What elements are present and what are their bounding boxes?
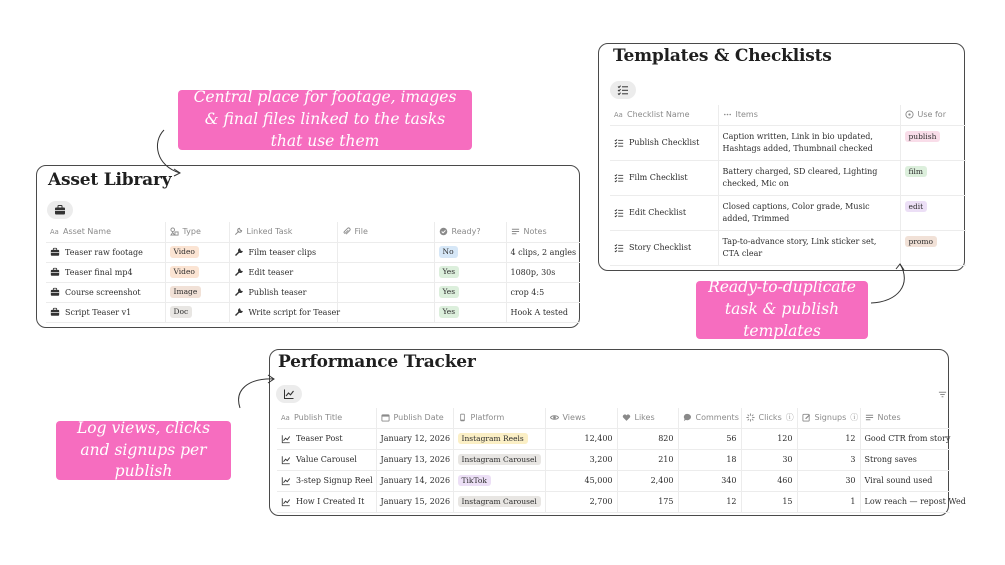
checklist-icon xyxy=(614,243,624,253)
checklist-icon xyxy=(617,84,629,96)
templates-callout: Ready-to-duplicate task & publish templates xyxy=(696,281,868,339)
asset-library-view-button[interactable] xyxy=(47,201,73,219)
linked-task-link: Edit teaser xyxy=(248,267,294,277)
asset-name: Teaser raw footage xyxy=(65,247,143,257)
clicks-cell[interactable]: 120 xyxy=(741,428,797,449)
text-icon xyxy=(50,227,59,236)
performance-title: Performance Tracker xyxy=(278,352,476,372)
asset-name: Teaser final mp4 xyxy=(65,267,133,277)
clicks-cell[interactable]: 30 xyxy=(741,449,797,470)
column-label: Items xyxy=(735,110,758,120)
likes-cell[interactable]: 175 xyxy=(617,491,678,512)
type-cell[interactable] xyxy=(165,242,229,262)
publish-title: Value Carousel xyxy=(296,455,357,464)
signups-cell[interactable]: 12 xyxy=(797,428,860,449)
wrench-icon xyxy=(234,267,244,277)
type-tag: Doc xyxy=(170,306,193,318)
publish-title: Teaser Post xyxy=(296,434,343,443)
heart-icon xyxy=(622,413,631,422)
use-for-tag: publish xyxy=(905,131,941,143)
info-icon: ⓘ xyxy=(785,413,794,423)
column-label: Use for xyxy=(917,110,946,120)
likes-cell[interactable]: 2,400 xyxy=(617,470,678,491)
notes-cell[interactable]: Good CTR from story xyxy=(860,428,950,449)
chart-icon xyxy=(283,388,295,400)
comments-cell[interactable]: 340 xyxy=(678,470,741,491)
ready-tag: No xyxy=(439,246,458,258)
checklist-icon xyxy=(614,208,624,218)
column-label: Signups xyxy=(814,413,847,423)
use-for-cell[interactable] xyxy=(900,125,966,160)
speech-icon xyxy=(683,413,692,422)
checklist-name-cell[interactable] xyxy=(610,195,718,230)
checklist-name-cell[interactable] xyxy=(610,230,718,265)
asset-name: Script Teaser v1 xyxy=(65,307,132,317)
platform-tag: Instagram Carousel xyxy=(458,496,541,508)
notes-cell[interactable]: Low reach — repost Wed xyxy=(860,491,950,512)
platform-cell[interactable] xyxy=(453,428,545,449)
templates-arrow xyxy=(868,260,912,308)
column-header-type[interactable] xyxy=(165,222,229,242)
column-label: Platform xyxy=(470,413,505,423)
svg-text:Aa: Aa xyxy=(50,228,59,237)
briefcase-icon xyxy=(50,267,60,277)
comments-cell[interactable]: 18 xyxy=(678,449,741,470)
column-label: Ready? xyxy=(451,227,481,237)
lines-icon xyxy=(511,227,520,236)
type-tag: Video xyxy=(170,266,199,278)
type-tag: Image xyxy=(170,286,202,298)
eye-icon xyxy=(550,413,559,422)
column-header-checklist-name[interactable] xyxy=(610,105,718,125)
type-tag: Video xyxy=(170,246,199,258)
info-icon: ⓘ xyxy=(850,413,859,423)
edit-icon xyxy=(802,413,811,422)
target-icon xyxy=(905,110,914,119)
checklist-name-cell[interactable] xyxy=(610,125,718,160)
table-row[interactable] xyxy=(277,491,950,512)
assets-arrow xyxy=(150,128,190,178)
column-header-clicks[interactable] xyxy=(741,408,797,428)
spark-icon xyxy=(746,413,755,422)
column-label: Notes xyxy=(523,227,547,237)
file-cell[interactable] xyxy=(337,262,434,282)
column-header-signups[interactable] xyxy=(797,408,860,428)
linked-task-cell[interactable] xyxy=(229,242,337,262)
likes-cell[interactable]: 210 xyxy=(617,449,678,470)
column-label: Clicks xyxy=(758,413,782,423)
chart-icon xyxy=(281,476,291,486)
publish-date-cell[interactable]: January 12, 2026 xyxy=(376,428,453,449)
publish-title: 3-step Signup Reel xyxy=(296,476,373,485)
publish-date-cell[interactable]: January 13, 2026 xyxy=(376,449,453,470)
templates-view-button[interactable] xyxy=(610,81,636,99)
ready-cell[interactable] xyxy=(434,302,506,322)
briefcase-icon xyxy=(50,247,60,257)
signups-cell[interactable]: 1 xyxy=(797,491,860,512)
column-label: Likes xyxy=(634,413,655,423)
views-cell[interactable]: 2,700 xyxy=(545,491,617,512)
column-label: Linked Task xyxy=(246,227,293,237)
briefcase-icon xyxy=(50,287,60,297)
items-cell[interactable]: Closed captions, Color grade, Music added, Trimmed xyxy=(718,195,900,230)
column-header-publish-date[interactable] xyxy=(376,408,453,428)
column-label: Notes xyxy=(877,413,901,423)
notes-cell[interactable]: Hook A tested xyxy=(506,302,580,322)
chart-icon xyxy=(281,434,291,444)
table-row[interactable] xyxy=(610,160,966,195)
asset-library-title: Asset Library xyxy=(48,170,172,190)
linked-task-cell[interactable] xyxy=(229,262,337,282)
performance-panel xyxy=(269,349,966,516)
table-row[interactable] xyxy=(610,230,966,265)
column-header-asset-name[interactable] xyxy=(46,222,165,242)
column-header-views[interactable] xyxy=(545,408,617,428)
svg-text:Aa: Aa xyxy=(281,414,290,423)
svg-text:Aa: Aa xyxy=(614,111,623,120)
checklist-name-cell[interactable] xyxy=(610,160,718,195)
ready-cell[interactable] xyxy=(434,242,506,262)
file-cell[interactable] xyxy=(337,242,434,262)
column-label: Asset Name xyxy=(63,227,112,237)
briefcase-icon xyxy=(50,307,60,317)
use-for-tag: edit xyxy=(905,201,928,213)
platform-cell[interactable] xyxy=(453,491,545,512)
table-row[interactable] xyxy=(46,242,580,262)
views-cell[interactable]: 12,400 xyxy=(545,428,617,449)
linked-task-link: Write script for Teaser xyxy=(248,307,341,317)
filter-icon[interactable] xyxy=(938,390,947,399)
check-circle-icon xyxy=(439,227,448,236)
calendar-icon xyxy=(381,413,390,422)
dots-icon xyxy=(723,110,732,119)
clicks-cell[interactable]: 15 xyxy=(741,491,797,512)
table-row[interactable] xyxy=(46,282,580,302)
column-header-comments[interactable] xyxy=(678,408,741,428)
publish-title: How I Created It xyxy=(296,497,365,506)
notes-cell[interactable]: 1080p, 30s xyxy=(506,262,580,282)
use-for-tag: film xyxy=(905,166,928,178)
column-header-notes[interactable] xyxy=(860,408,950,428)
column-header-file[interactable] xyxy=(337,222,434,242)
checklist-name: Publish Checklist xyxy=(629,138,700,147)
platform-tag: Instagram Carousel xyxy=(458,454,541,466)
linked-task-cell[interactable] xyxy=(229,302,341,322)
asset-name-cell[interactable] xyxy=(46,282,165,302)
asset-name-cell[interactable] xyxy=(46,302,165,322)
publish-title-cell[interactable] xyxy=(277,428,376,449)
column-header-use-for[interactable] xyxy=(900,105,966,125)
ready-cell[interactable] xyxy=(434,282,506,302)
table-row[interactable] xyxy=(46,262,580,282)
performance-table xyxy=(277,408,966,513)
column-label: Type xyxy=(182,227,201,237)
column-label: Views xyxy=(562,413,586,423)
briefcase-icon xyxy=(54,204,66,216)
notes-cell[interactable]: crop 4:5 xyxy=(506,282,580,302)
likes-cell[interactable]: 820 xyxy=(617,428,678,449)
notes-cell[interactable]: Strong saves xyxy=(860,449,950,470)
items-cell[interactable]: Caption written, Link in bio updated, Hashtags added, Thumbnail checked xyxy=(718,125,900,160)
wrench-icon xyxy=(234,287,244,297)
ready-tag: Yes xyxy=(439,266,460,278)
publish-title-cell[interactable] xyxy=(277,491,376,512)
comments-cell[interactable]: 56 xyxy=(678,428,741,449)
table-row[interactable] xyxy=(46,302,580,322)
publish-title-cell[interactable] xyxy=(277,470,376,491)
platform-tag: Instagram Reels xyxy=(458,433,528,445)
use-for-cell[interactable] xyxy=(900,160,966,195)
wrench-icon xyxy=(234,227,243,236)
table-row[interactable] xyxy=(277,470,950,491)
ready-tag: Yes xyxy=(439,306,460,318)
column-header-ready[interactable] xyxy=(434,222,506,242)
templates-panel xyxy=(598,43,965,271)
table-row[interactable] xyxy=(610,125,966,160)
views-cell[interactable]: 45,000 xyxy=(545,470,617,491)
asset-name-cell[interactable] xyxy=(46,242,165,262)
checklist-icon xyxy=(614,138,624,148)
performance-arrow xyxy=(230,370,280,412)
column-label: Publish Title xyxy=(294,413,343,423)
items-cell[interactable]: Tap-to-advance story, Link sticker set, CTA clear xyxy=(718,230,900,265)
checklist-name: Film Checklist xyxy=(629,173,688,182)
column-label: Comments xyxy=(695,413,739,423)
checklist-name: Edit Checklist xyxy=(629,208,687,217)
table-row[interactable] xyxy=(277,449,950,470)
checklist-name: Story Checklist xyxy=(629,243,692,252)
use-for-tag: promo xyxy=(905,236,938,248)
clicks-cell[interactable]: 460 xyxy=(741,470,797,491)
lines-icon xyxy=(865,413,874,422)
performance-callout: Log views, clicks and signups per publish xyxy=(56,421,231,480)
asset-library-table xyxy=(46,222,580,323)
checklist-icon xyxy=(614,173,624,183)
linked-task-link: Film teaser clips xyxy=(248,247,317,257)
column-label: Publish Date xyxy=(393,413,444,423)
publish-date-cell[interactable]: January 14, 2026 xyxy=(376,470,453,491)
platform-tag: TikTok xyxy=(458,475,491,487)
notes-cell[interactable]: Viral sound used xyxy=(860,470,950,491)
column-header-items[interactable] xyxy=(718,105,900,125)
platform-cell[interactable] xyxy=(453,449,545,470)
file-cell[interactable] xyxy=(337,282,434,302)
shapes-icon xyxy=(170,227,179,236)
table-row[interactable] xyxy=(277,428,950,449)
ready-cell[interactable] xyxy=(434,262,506,282)
column-label: File xyxy=(354,227,368,237)
asset-library-panel xyxy=(36,165,580,328)
notes-cell[interactable]: 4 clips, 2 angles xyxy=(506,242,580,262)
column-header-publish-title[interactable] xyxy=(277,408,376,428)
signups-cell[interactable]: 30 xyxy=(797,470,860,491)
views-cell[interactable]: 3,200 xyxy=(545,449,617,470)
type-cell[interactable] xyxy=(165,302,229,322)
ready-tag: Yes xyxy=(439,286,460,298)
chart-icon xyxy=(281,497,291,507)
templates-table xyxy=(610,105,966,266)
wrench-icon xyxy=(234,247,244,257)
type-cell[interactable] xyxy=(165,282,229,302)
linked-task-cell[interactable] xyxy=(229,282,337,302)
publish-title-cell[interactable] xyxy=(277,449,376,470)
linked-task-link: Publish teaser xyxy=(248,287,307,297)
text-icon xyxy=(281,413,290,422)
chart-icon xyxy=(281,455,291,465)
platform-cell[interactable] xyxy=(453,470,545,491)
column-header-linked-task[interactable] xyxy=(229,222,337,242)
column-header-platform[interactable] xyxy=(453,408,545,428)
publish-date-cell[interactable]: January 15, 2026 xyxy=(376,491,453,512)
column-header-notes[interactable] xyxy=(506,222,580,242)
column-header-likes[interactable] xyxy=(617,408,678,428)
assets-callout: Central place for footage, images & final files linked to the tasks that use them xyxy=(178,90,472,150)
items-cell[interactable]: Battery charged, SD cleared, Lighting checked, Mic on xyxy=(718,160,900,195)
table-row[interactable] xyxy=(610,195,966,230)
asset-name-cell[interactable] xyxy=(46,262,165,282)
comments-cell[interactable]: 12 xyxy=(678,491,741,512)
paperclip-icon xyxy=(342,227,351,236)
signups-cell[interactable]: 3 xyxy=(797,449,860,470)
column-label: Checklist Name xyxy=(627,110,690,120)
use-for-cell[interactable] xyxy=(900,195,966,230)
templates-title: Templates & Checklists xyxy=(613,46,832,66)
text-icon xyxy=(614,110,623,119)
file-cell[interactable] xyxy=(337,302,434,322)
wrench-icon xyxy=(234,307,244,317)
phone-icon xyxy=(458,413,467,422)
type-cell[interactable] xyxy=(165,262,229,282)
asset-name: Course screenshot xyxy=(65,287,141,297)
